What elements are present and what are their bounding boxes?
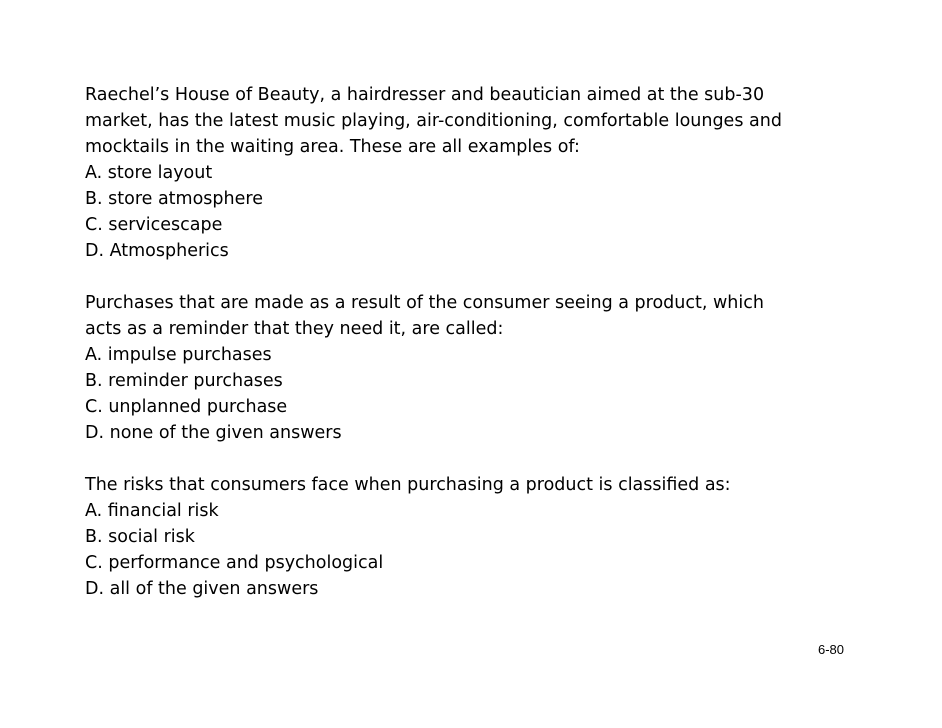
question-2 — [85, 290, 875, 446]
question-3 — [85, 472, 875, 602]
question-list — [85, 82, 875, 628]
question-2-stem-line-2: acts as a reminder that they need it, are called: — [85, 319, 504, 339]
question-3-option-c: C. performance and psychological — [85, 553, 384, 573]
question-3-option-b: B. social risk — [85, 527, 195, 547]
question-1-option-c: C. servicescape — [85, 215, 223, 235]
question-2-stem-line-1: Purchases that are made as a result of the consumer seeing a product, which — [85, 293, 764, 313]
question-2-option-c: C. unplanned purchase — [85, 397, 288, 417]
question-2-option-a: A. impulse purchases — [85, 345, 272, 365]
question-1-stem-line-2: market, has the latest music playing, air-conditioning, comfortable lounges and — [85, 111, 782, 131]
question-3-option-a: A. financial risk — [85, 501, 219, 521]
question-1-option-d: D. Atmospherics — [85, 241, 229, 261]
question-1-option-a: A. store layout — [85, 163, 213, 183]
question-2-option-b: B. reminder purchases — [85, 371, 283, 391]
question-2-option-d: D. none of the given answers — [85, 423, 342, 443]
question-1-option-b: B. store atmosphere — [85, 189, 263, 209]
page-number: 6-80 — [818, 642, 845, 657]
question-1 — [85, 82, 875, 264]
question-1-stem-line-3: mocktails in the waiting area. These are all examples of: — [85, 137, 580, 157]
question-1-stem-line-1: Raechel’s House of Beauty, a hairdresser and beautician aimed at the sub-30 — [85, 85, 765, 105]
question-3-option-d: D. all of the given answers — [85, 579, 319, 599]
question-3-stem-line-1: The risks that consumers face when purchasing a product is classified as: — [85, 475, 731, 495]
